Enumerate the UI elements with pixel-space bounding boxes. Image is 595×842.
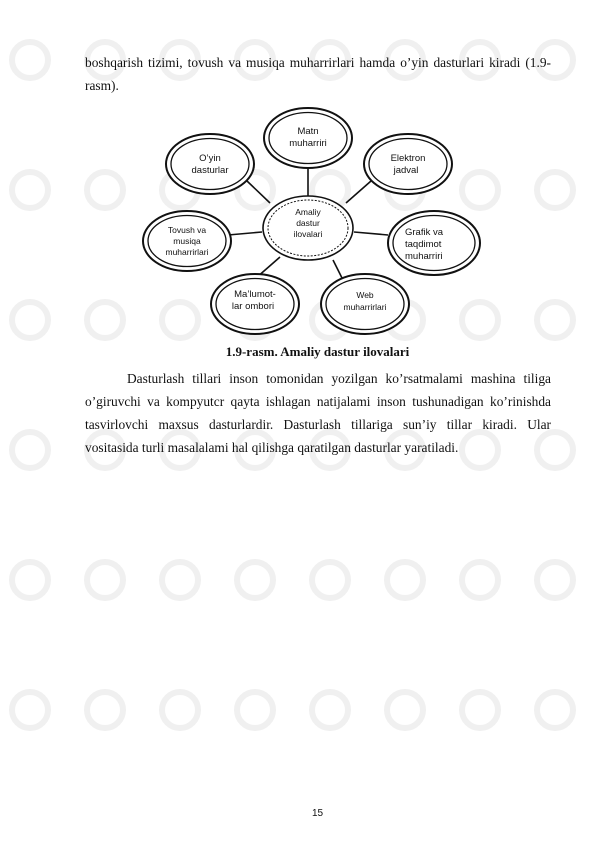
- svg-text:lar ombori: lar ombori: [231, 301, 275, 312]
- figure-caption: 1.9-rasm. Amaliy dastur ilovalari: [225, 344, 410, 359]
- node-malumot: [211, 274, 299, 334]
- center-line-1: Amaliy: [295, 207, 321, 217]
- center-node: [263, 196, 353, 260]
- svg-text:Elektron: Elektron: [390, 153, 426, 164]
- node-elektron: [364, 134, 452, 194]
- svg-text:muharrirlari: muharrirlari: [343, 302, 387, 312]
- node-web: [321, 274, 409, 334]
- page-number: 15: [311, 808, 324, 819]
- svg-text:O’yin: O’yin: [199, 153, 221, 164]
- applications-diagram: [140, 106, 485, 338]
- svg-text:musiqa: musiqa: [173, 236, 201, 246]
- center-line-3: ilovalari: [293, 229, 323, 239]
- svg-text:muharrirlari: muharrirlari: [165, 247, 209, 257]
- node-grafik: [388, 211, 480, 275]
- node-oyin: [166, 134, 254, 194]
- svg-text:muharriri: muharriri: [405, 251, 443, 262]
- svg-text:muharriri: muharriri: [289, 138, 327, 149]
- svg-text:Matn: Matn: [297, 126, 319, 137]
- intro-paragraph: boshqarish tizimi, tovush va musiqa muharrirlari hamda o’yin dasturlari kiradi (1.9- rasm).: [85, 55, 551, 93]
- svg-text:Grafik va: Grafik va: [405, 227, 444, 238]
- svg-text:jadval: jadval: [393, 165, 419, 176]
- node-matn: [264, 108, 352, 168]
- svg-text:Web: Web: [356, 290, 374, 300]
- svg-text:dasturlar: dasturlar: [191, 165, 229, 176]
- center-line-2: dastur: [296, 218, 320, 228]
- svg-text:Ma’lumot-: Ma’lumot-: [234, 289, 276, 300]
- svg-text:Tovush va: Tovush va: [167, 225, 207, 235]
- node-tovush: [143, 211, 231, 271]
- body-paragraph: Dasturlash tillari inson tomonidan yozilgan ko’rsatmalami mashina tiliga o’giruvchi va kompyutcr qayta ishlagan natijalami inson tushunadigan ko’rinishda tasvirlovchi maxsus dasturlardir. Dasturlash tillariga sun’iy tillar kiradi. Ular vositasida turli masalalami hal qilishga qaratilgan dasturlar yaratiladi.: [85, 371, 551, 455]
- svg-text:taqdimot: taqdimot: [405, 239, 442, 250]
